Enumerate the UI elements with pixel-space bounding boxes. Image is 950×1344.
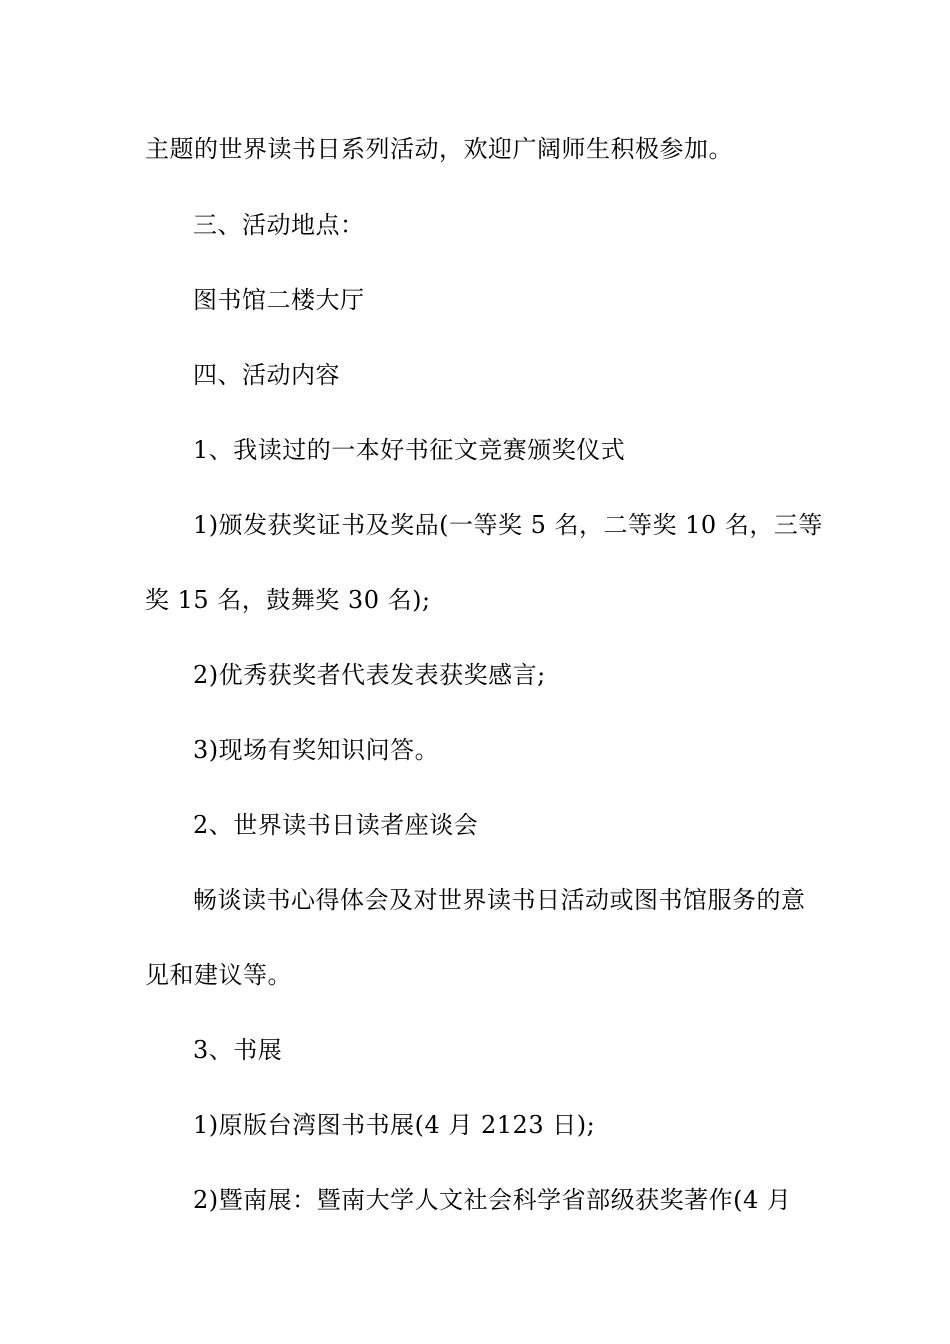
list-item: 1)颁发获奖证书及奖品(一等奖 5 名，二等奖 10 名，三等 — [193, 511, 823, 539]
list-item: 2)优秀获奖者代表发表获奖感言; — [193, 661, 546, 689]
list-item: 2)暨南展：暨南大学人文社会科学省部级获奖著作(4 月 — [193, 1186, 792, 1214]
list-item-continuation: 奖 15 名，鼓舞奖 30 名); — [145, 586, 431, 614]
paragraph-line: 畅谈读书心得体会及对世界读书日活动或图书馆服务的意 — [193, 886, 806, 914]
list-item: 1)原版台湾图书书展(4 月 2123 日); — [193, 1111, 596, 1139]
section-heading: 四、活动内容 — [193, 361, 340, 389]
paragraph-line: 主题的世界读书日系列活动，欢迎广阔师生积极参加。 — [145, 135, 733, 163]
paragraph-line-continuation: 见和建议等。 — [145, 961, 292, 989]
paragraph-line: 图书馆二楼大厅 — [193, 286, 365, 314]
section-heading: 三、活动地点： — [193, 211, 365, 239]
list-item: 3)现场有奖知识问答。 — [193, 736, 440, 764]
subsection-heading: 3、书展 — [193, 1036, 283, 1064]
subsection-heading: 1、我读过的一本好书征文竞赛颁奖仪式 — [193, 436, 626, 464]
subsection-heading: 2、世界读书日读者座谈会 — [193, 811, 479, 839]
